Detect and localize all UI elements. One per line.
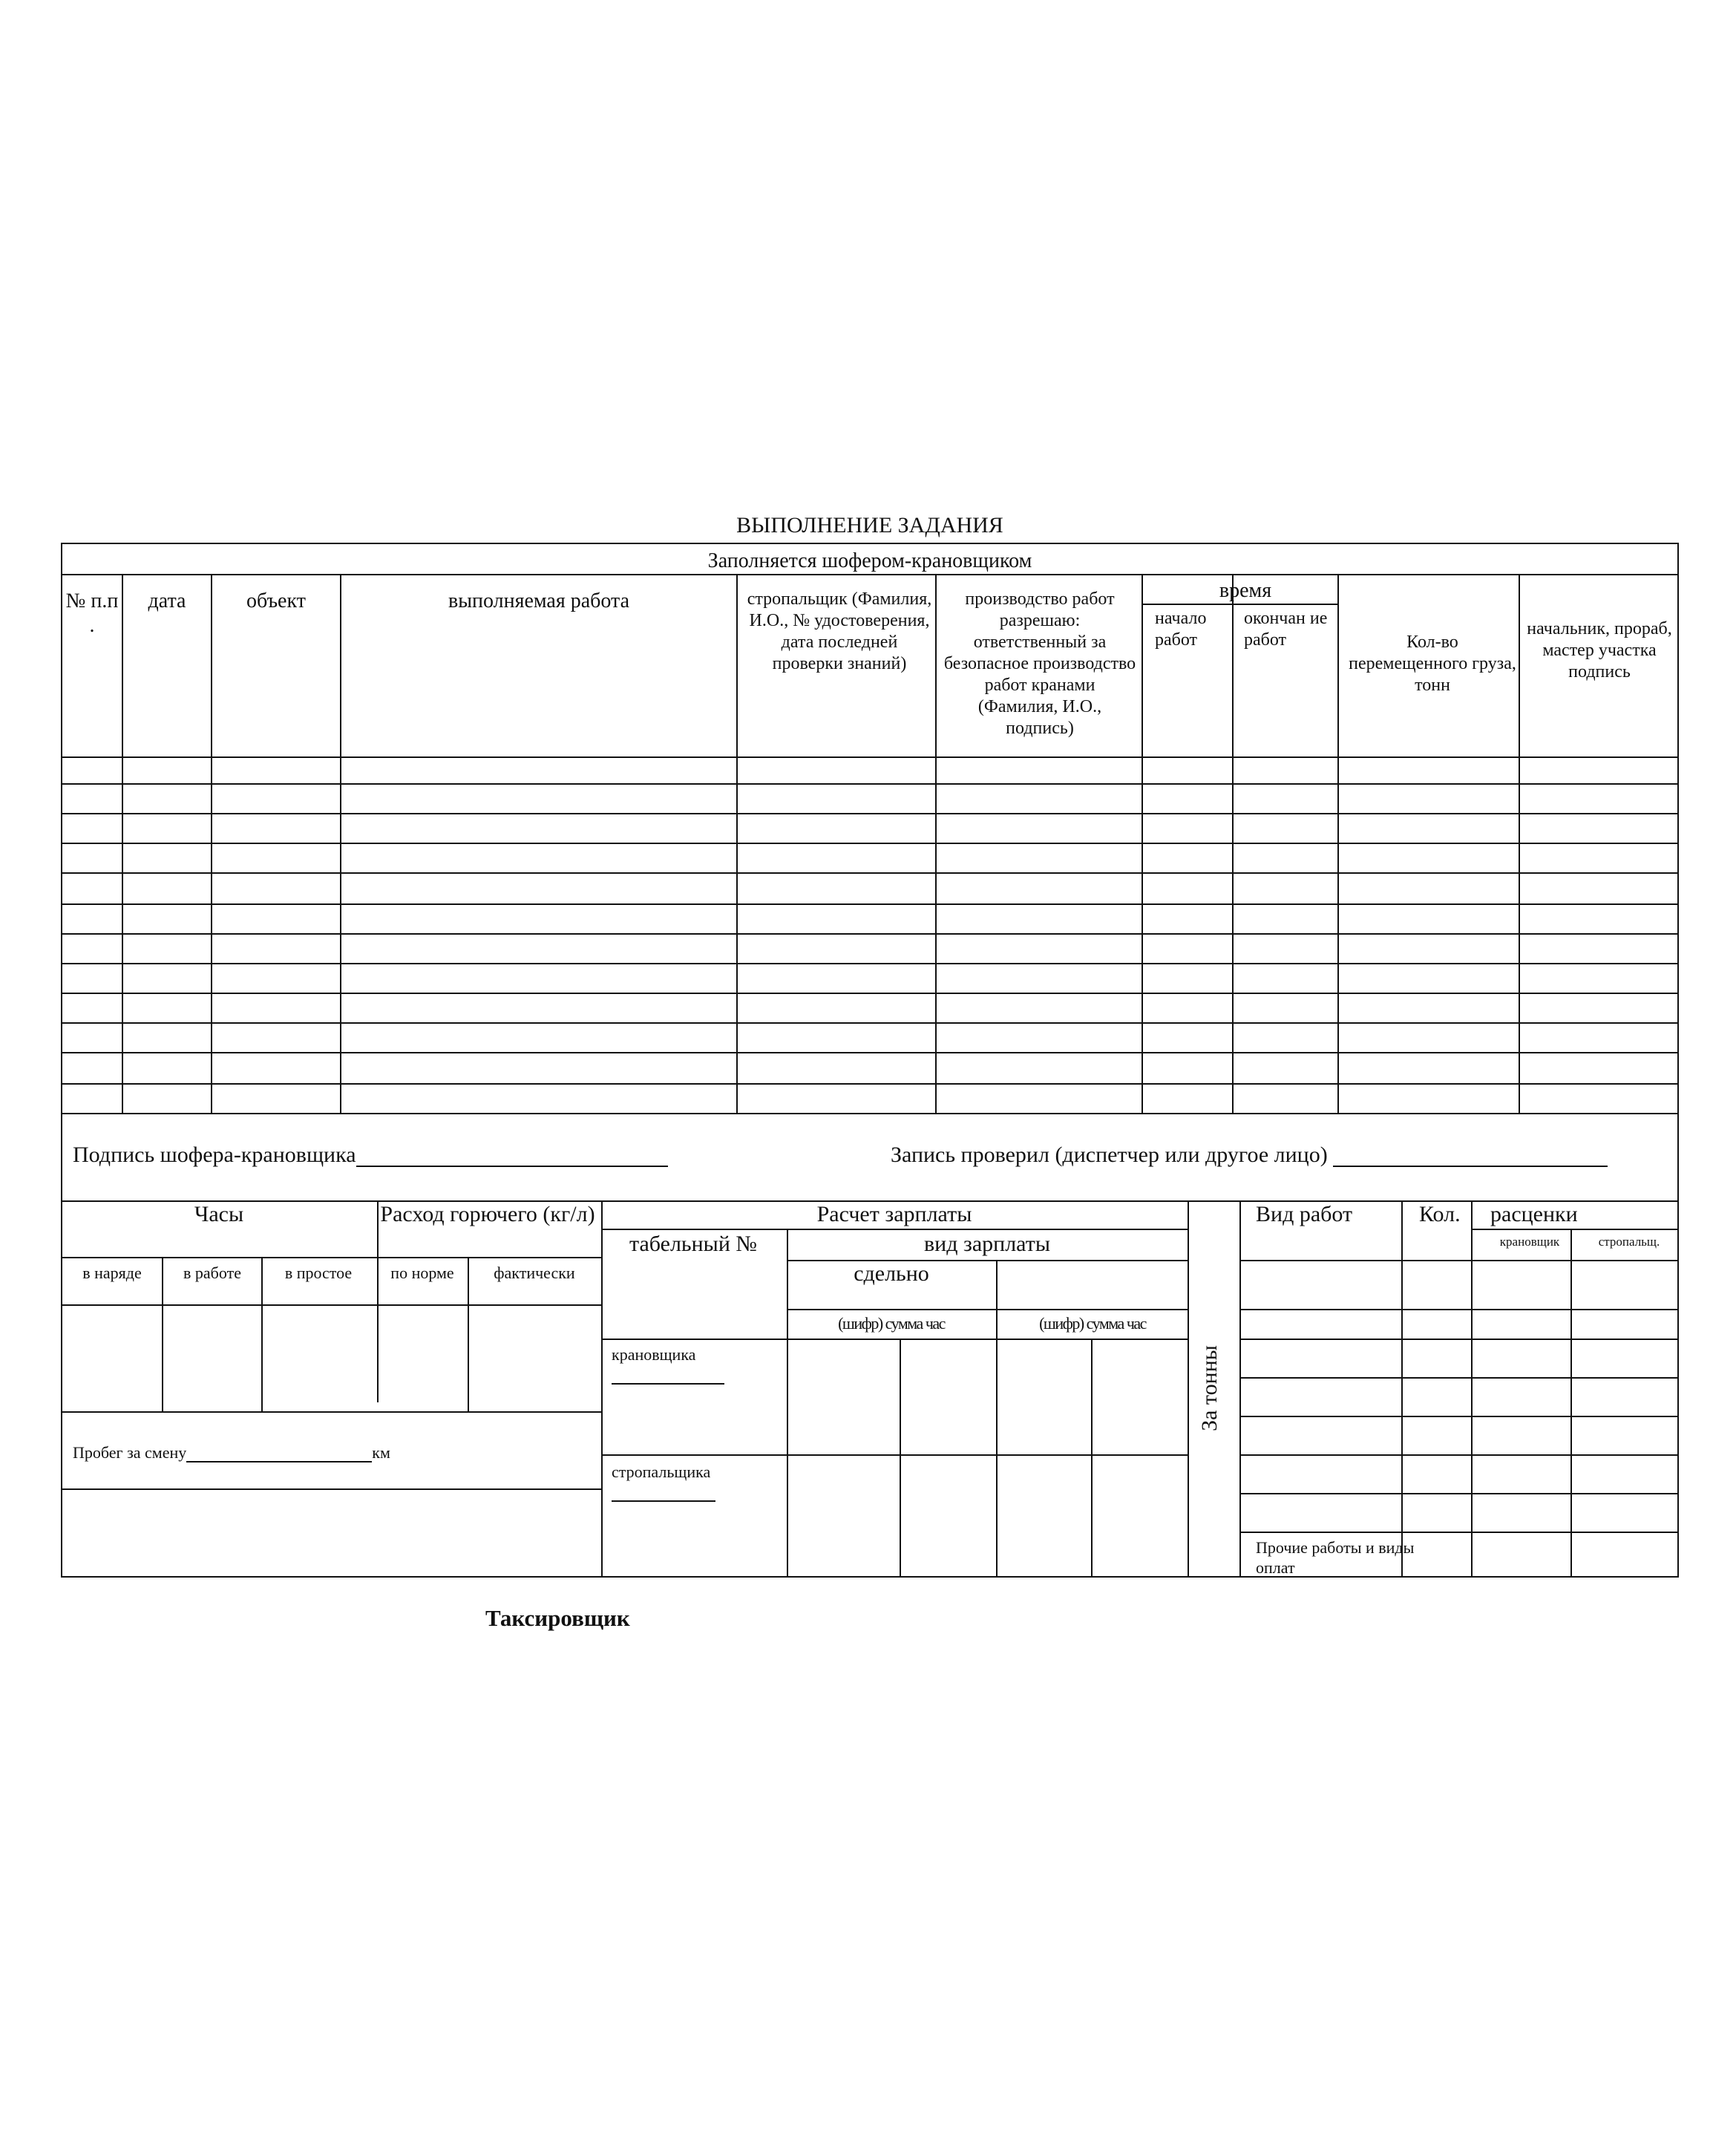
footer-tabulator: Таксировщик [485,1605,630,1631]
rule-h [1239,1493,1677,1494]
rule-h [62,903,1677,905]
rule-h [787,1309,1188,1310]
rule-h [601,1339,1188,1340]
rule-v [601,1200,603,1576]
rule-v [377,1200,379,1402]
rule-h [62,1113,1677,1114]
salary-piecework: сдельно [854,1261,929,1286]
rule-h [62,963,1677,964]
rule-h [1239,1377,1677,1379]
col-permit-header: производство работ разрешаю: ответственный за безопасное производство работ кранами (Фамилия, И.О., подпись) [943,589,1136,738]
col-time-header: время [1219,579,1272,602]
mileage-row: Пробег за смену км [73,1443,390,1462]
rule-h [1239,1532,1677,1533]
salary-tab-num: табельный № [629,1232,758,1256]
col-date-header: дата [148,589,186,612]
driver-signature: Подпись шофера-крановщика [73,1143,741,1167]
rule-h [62,872,1677,874]
hours-in-order: в наряде [82,1264,142,1282]
work-types-header: Вид работ [1256,1202,1353,1226]
rule-v [1239,1200,1241,1576]
rule-v [1570,1229,1572,1576]
rule-h [62,933,1677,935]
col-time-start: начало работ [1155,609,1207,650]
task-form [61,543,1679,1578]
rule-h [62,1022,1677,1024]
fuel-header: Расход горючего (кг/л) [380,1202,595,1226]
other-works: Прочие работы и виды оплат [1256,1538,1415,1577]
rule-h [62,1257,601,1258]
col-time-end: окончан ие работ [1244,609,1328,650]
rule-h [1239,1339,1677,1340]
rule-h [62,756,1677,758]
rule-h [62,1052,1677,1053]
rule-v [996,1260,998,1576]
rule-v [1091,1339,1093,1576]
checked-signature: Запись проверил (диспетчер или другое лицо) [891,1143,1677,1167]
rule-h [62,843,1677,844]
rates-header: расценки [1490,1202,1578,1226]
rule-h [1239,1454,1677,1456]
work-qty-header: Кол. [1419,1202,1461,1226]
salary-cipher-2: (шифр) сумма час [1039,1314,1146,1333]
rule-h [1471,1229,1677,1230]
rule-h [1141,604,1337,605]
rule-h [62,574,1677,575]
col-object-header: объект [246,589,306,612]
salary-slinger: стропальщика [612,1462,782,1502]
rule-h [1239,1260,1677,1261]
rule-h [1239,1416,1677,1417]
hours-header: Часы [194,1202,244,1226]
col-work-header: выполняемая работа [448,589,630,612]
rule-v [1232,604,1234,1113]
form-subtitle: Заполняется шофером-крановщиком [707,549,1032,572]
hours-idle: в простое [284,1264,353,1282]
per-ton-label: За тонны [1197,1345,1222,1431]
col-slinger-header: стропальщик (Фамилия, И.О., № удостоверения, дата последней проверки знаний) [747,589,932,673]
col-cargo-header: Кол-во перемещенного груза, тонн [1349,633,1516,695]
salary-type: вид зарплаты [924,1232,1050,1256]
rule-v [1401,1200,1403,1576]
fuel-norm: по норме [390,1264,454,1282]
rule-h [62,993,1677,994]
rule-h [62,783,1677,785]
salary-crane-operator: крановщика [612,1344,782,1385]
col-num-header: № п.п . [65,589,119,637]
rule-h [62,1411,601,1413]
rule-h [62,1488,601,1490]
rule-h [62,1083,1677,1085]
rule-v [1471,1200,1473,1576]
rule-h [601,1229,1188,1230]
hours-in-work: в работе [183,1264,241,1282]
salary-cipher-1: (шифр) сумма час [838,1314,945,1333]
rule-h [62,1304,601,1306]
salary-header: Расчет зарплаты [816,1202,972,1226]
rule-h [1239,1309,1677,1310]
rule-v [900,1339,901,1576]
rate-crane: крановщик [1499,1235,1560,1249]
document-title: ВЫПОЛНЕНИЕ ЗАДАНИЯ [736,513,1003,537]
rule-h [601,1454,1188,1456]
fuel-actual: фактически [494,1264,575,1282]
rule-h [62,813,1677,814]
col-chief-header: начальник, прораб, мастер участка подпись [1527,619,1672,682]
rate-slinger: стропальщ. [1598,1235,1660,1249]
